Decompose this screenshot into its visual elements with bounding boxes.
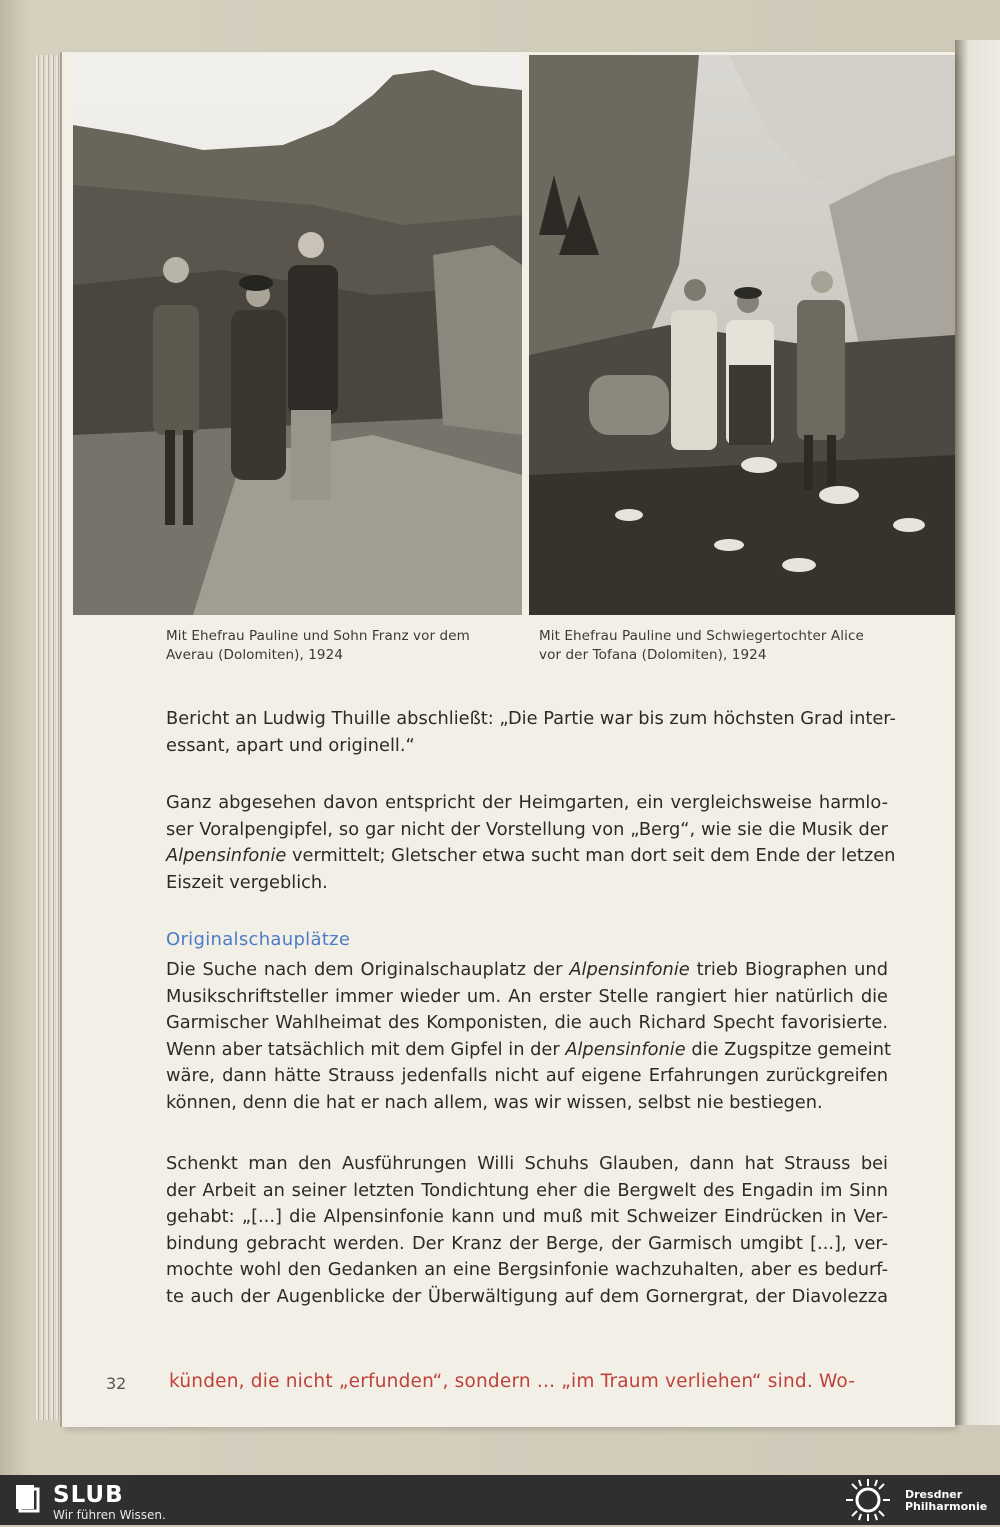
text-line bbox=[166, 1063, 888, 1090]
text-run: können, denn die hat er nach allem, was wir wissen, selbst nie bestiegen. bbox=[166, 1091, 823, 1113]
facing-page-edge bbox=[955, 40, 1000, 1425]
paragraph-2 bbox=[166, 790, 896, 896]
text-line: essant, apart und originell.“ bbox=[166, 734, 415, 756]
text-run: Eiszeit vergeblich. bbox=[166, 871, 328, 893]
running-quote: künden, die nicht „erfunden“, sondern ... „im Traum verliehen“ sind. Wo- bbox=[169, 1371, 856, 1392]
text-run: Die Suche nach dem Originalschauplatz der bbox=[166, 959, 570, 980]
text-run: vermittelt; Gletscher etwa sucht man dort seit dem Ende der letzen bbox=[286, 845, 896, 866]
text-line: mochte wohl den Gedanken an eine Bergsinfonie wachzuhalten, aber es bedurf- bbox=[166, 1259, 888, 1280]
caption-right-line2: vor der Tofana (Dolomiten), 1924 bbox=[539, 647, 767, 663]
text-line: der Arbeit an seiner letzten Tondichtung eher die Bergwelt des Engadin im Sinn bbox=[166, 1179, 888, 1201]
caption-right-line1: Mit Ehefrau Pauline und Schwiegertochter Alice bbox=[539, 628, 864, 644]
italic-title: Alpensinfonie bbox=[565, 1038, 686, 1060]
text-run: Garmischer Wahlheimat des Komponisten, die auch Richard Specht favorisierte. bbox=[166, 1012, 888, 1033]
text-run: Ganz abgesehen davon entspricht der Heimgarten, ein vergleichsweise harmlo- bbox=[166, 792, 888, 813]
italic-title: Alpensinfonie bbox=[166, 845, 287, 866]
text-line bbox=[166, 790, 888, 817]
text-run: wäre, dann hätte Strauss jedenfalls nicht auf eigene Erfahrungen zurückgreifen bbox=[166, 1065, 888, 1086]
paragraph-4 bbox=[166, 1151, 888, 1310]
photo-averau bbox=[73, 55, 522, 615]
philharmonie-sun-icon bbox=[843, 1477, 893, 1527]
text-line: te auch der Augenblicke der Überwältigung auf dem Gornergrat, der Diavolezza bbox=[166, 1285, 888, 1307]
slub-name: SLUB bbox=[53, 1482, 124, 1508]
philharmonie-name bbox=[905, 1489, 987, 1513]
page-edge-stack bbox=[36, 55, 62, 1420]
photo-tofana bbox=[529, 55, 955, 615]
text-line: gehabt: „[...] die Alpensinfonie kann und muß mit Schweizer Eindrücken in Ver- bbox=[166, 1206, 888, 1227]
slub-tagline: Wir führen Wissen. bbox=[53, 1508, 166, 1522]
text-line bbox=[166, 984, 888, 1011]
caption-left-line1: Mit Ehefrau Pauline und Sohn Franz vor dem bbox=[166, 628, 470, 644]
caption-left bbox=[166, 627, 470, 665]
text-line bbox=[166, 870, 888, 897]
philharmonie-line2: Philharmonie bbox=[905, 1500, 988, 1513]
text-line: Schenkt man den Ausführungen Willi Schuhs Glauben, dann hat Strauss bei bbox=[166, 1153, 888, 1174]
section-heading: Originalschauplätze bbox=[166, 929, 351, 950]
text-run: trieb Biographen und bbox=[689, 959, 888, 980]
italic-title: Alpensinfonie bbox=[569, 959, 690, 980]
paragraph-3 bbox=[166, 957, 891, 1116]
philharmonie-line1: Dresdner bbox=[905, 1488, 963, 1501]
library-banner bbox=[0, 1475, 1000, 1525]
caption-right bbox=[539, 627, 864, 665]
caption-left-line2: Averau (Dolomiten), 1924 bbox=[166, 647, 344, 663]
text-run: Wenn aber tatsächlich mit dem Gipfel in der bbox=[166, 1038, 566, 1060]
text-run: Musikschriftsteller immer wieder um. An erster Stelle rangiert hier natürlich die bbox=[166, 985, 888, 1007]
paragraph-1 bbox=[166, 706, 896, 759]
text-line bbox=[166, 817, 888, 844]
text-run: ser Voralpengipfel, so gar nicht der Vorstellung von „Berg“, wie sie die Musik der bbox=[166, 818, 888, 840]
text-line bbox=[166, 1037, 891, 1064]
text-run: die Zugspitze gemeint bbox=[685, 1038, 891, 1060]
text-line: bindung gebracht werden. Der Kranz der Berge, der Garmisch umgibt [...], ver- bbox=[166, 1232, 888, 1254]
text-line: Bericht an Ludwig Thuille abschließt: „Die Partie war bis zum höchsten Grad inter- bbox=[166, 708, 896, 729]
slub-book-icon bbox=[14, 1483, 44, 1517]
text-line bbox=[166, 1010, 888, 1037]
text-line bbox=[166, 1090, 888, 1117]
text-line bbox=[166, 957, 888, 984]
page-number: 32 bbox=[106, 1374, 127, 1393]
text-line bbox=[166, 843, 896, 870]
